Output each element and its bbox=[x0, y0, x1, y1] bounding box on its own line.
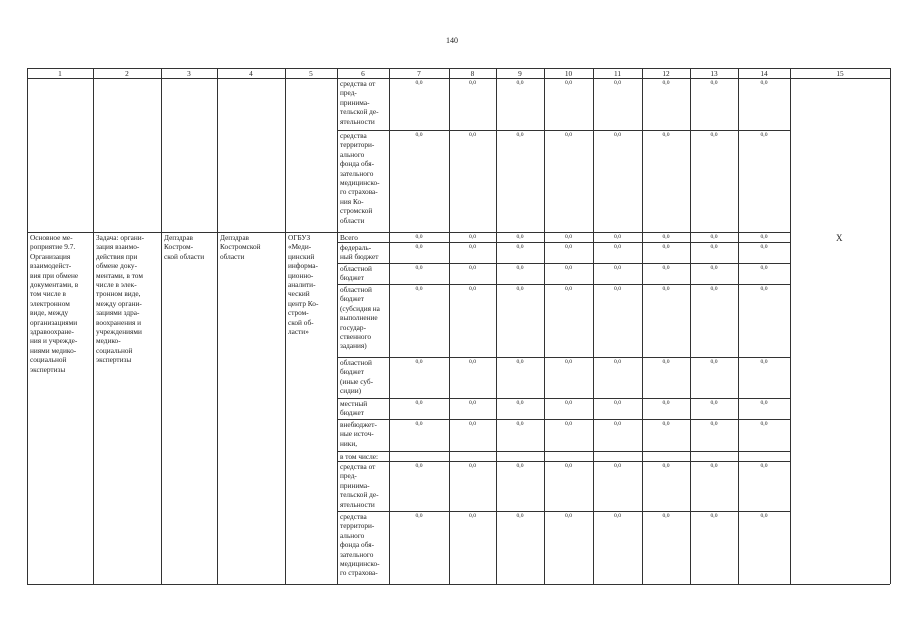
column-divider bbox=[217, 68, 218, 584]
event-task: ментами, в том bbox=[96, 270, 143, 280]
cell-value: 0,0 bbox=[415, 400, 423, 406]
event-name: электронном bbox=[30, 298, 70, 308]
cell-value: 0,0 bbox=[662, 463, 670, 469]
column-divider bbox=[161, 68, 162, 584]
event-responsible: Депздрав bbox=[164, 233, 194, 242]
event-task: между органи- bbox=[96, 298, 142, 308]
source-label: ственного bbox=[340, 332, 371, 341]
cell-value: 0,0 bbox=[565, 234, 572, 240]
column-header: 13 bbox=[710, 68, 718, 78]
source-label: ального bbox=[340, 530, 365, 540]
event-coexecutor: Костромской bbox=[220, 242, 261, 252]
source-label: принима- bbox=[340, 97, 370, 107]
event-name: экспертизы bbox=[30, 364, 66, 374]
source-label: пред- bbox=[340, 88, 357, 98]
column-header: 6 bbox=[361, 68, 365, 78]
cell-value: 0,0 bbox=[516, 244, 524, 250]
event-task: социальной bbox=[96, 345, 133, 355]
column-divider bbox=[890, 68, 891, 584]
source-label: средства от bbox=[340, 462, 376, 471]
cell-value: 0,0 bbox=[614, 286, 621, 292]
source-label: ального bbox=[340, 149, 365, 159]
event-task: зациями здра- bbox=[96, 308, 140, 318]
source-label: областной bbox=[340, 358, 372, 367]
cell-value: 0,0 bbox=[415, 132, 423, 138]
cell-value: 0,0 bbox=[469, 421, 476, 427]
cell-value: 0,0 bbox=[565, 421, 572, 427]
cell-value: 0,0 bbox=[415, 421, 423, 427]
cell-value: 0,0 bbox=[469, 132, 476, 138]
cell-value: 0,0 bbox=[662, 359, 670, 365]
row-divider bbox=[337, 242, 790, 243]
cell-value: 0,0 bbox=[662, 286, 670, 292]
x-mark: Х bbox=[836, 233, 843, 243]
column-header: 1 bbox=[58, 68, 62, 78]
column-header: 12 bbox=[662, 68, 670, 78]
column-header: 2 bbox=[125, 68, 129, 78]
source-label: в том числе: bbox=[340, 452, 379, 461]
cell-value: 0,0 bbox=[415, 513, 423, 519]
row-divider bbox=[337, 130, 790, 131]
event-coexecutor: Депздрав bbox=[220, 233, 250, 242]
source-label: ники, bbox=[340, 438, 358, 448]
source-label: федераль- bbox=[340, 243, 372, 252]
cell-value: 0,0 bbox=[614, 80, 621, 86]
source-label: (субсидия на bbox=[340, 303, 380, 313]
cell-value: 0,0 bbox=[710, 80, 718, 86]
cell-value: 0,0 bbox=[662, 80, 670, 86]
event-responsible: ской области bbox=[164, 251, 205, 261]
event-task: экспертизы bbox=[96, 355, 132, 365]
cell-value: 0,0 bbox=[415, 463, 423, 469]
event-participant: ческий bbox=[288, 289, 310, 299]
event-name: роприятие 9.7. bbox=[30, 242, 76, 252]
cell-value: 0,0 bbox=[662, 400, 670, 406]
source-label: территори- bbox=[340, 521, 375, 531]
event-name: социальной bbox=[30, 355, 67, 365]
event-participant: «Меди- bbox=[288, 242, 312, 252]
source-label: зательного bbox=[340, 168, 374, 178]
event-name: ния и учрежде- bbox=[30, 336, 78, 346]
event-name: том числе в bbox=[30, 289, 67, 299]
cell-value: 0,0 bbox=[516, 513, 524, 519]
cell-value: 0,0 bbox=[415, 80, 423, 86]
cell-value: 0,0 bbox=[469, 265, 476, 271]
event-participant: ласти» bbox=[288, 327, 309, 336]
column-divider bbox=[449, 68, 450, 584]
cell-value: 0,0 bbox=[710, 359, 718, 365]
cell-value: 0,0 bbox=[516, 421, 524, 427]
cell-value: 0,0 bbox=[760, 421, 768, 427]
source-label: внебюджет- bbox=[340, 420, 377, 429]
column-divider bbox=[593, 68, 594, 584]
event-participant: аналити- bbox=[288, 280, 316, 289]
event-name: ниями медико- bbox=[30, 345, 77, 355]
column-header: 3 bbox=[187, 68, 191, 78]
column-header: 8 bbox=[470, 68, 475, 78]
cell-value: 0,0 bbox=[760, 244, 768, 250]
source-label: стромской bbox=[340, 206, 373, 216]
cell-value: 0,0 bbox=[614, 400, 621, 406]
cell-value: 0,0 bbox=[469, 513, 476, 519]
event-name: Основное ме- bbox=[30, 233, 73, 242]
cell-value: 0,0 bbox=[516, 359, 524, 365]
cell-value: 0,0 bbox=[760, 234, 768, 240]
column-divider bbox=[690, 68, 691, 584]
source-label: го страхова- bbox=[340, 187, 378, 197]
cell-value: 0,0 bbox=[516, 463, 524, 469]
source-label: государ- bbox=[340, 322, 367, 332]
cell-value: 0,0 bbox=[710, 286, 718, 292]
event-participant: ционно- bbox=[288, 270, 314, 280]
cell-value: 0,0 bbox=[516, 132, 524, 138]
column-divider bbox=[27, 68, 28, 584]
event-participant: стром- bbox=[288, 308, 309, 318]
cell-value: 0,0 bbox=[565, 244, 572, 250]
cell-value: 0,0 bbox=[565, 286, 572, 292]
cell-value: 0,0 bbox=[710, 513, 718, 519]
source-label: выполнение bbox=[340, 313, 378, 323]
cell-value: 0,0 bbox=[662, 265, 670, 271]
event-name: взаимодейст- bbox=[30, 261, 72, 271]
column-header: 11 bbox=[613, 68, 622, 78]
cell-value: 0,0 bbox=[760, 286, 768, 292]
source-label: бюджет bbox=[340, 408, 364, 418]
column-header: 9 bbox=[518, 68, 522, 78]
cell-value: 0,0 bbox=[469, 463, 476, 469]
event-name: Организация bbox=[30, 251, 71, 261]
event-responsible: Костром- bbox=[164, 242, 194, 252]
cell-value: 0,0 bbox=[760, 132, 768, 138]
event-task: медико- bbox=[96, 336, 121, 346]
event-task: тронном виде, bbox=[96, 289, 141, 299]
row-divider bbox=[337, 357, 790, 358]
cell-value: 0,0 bbox=[710, 463, 718, 469]
source-label: тельской де- bbox=[340, 490, 379, 500]
cell-value: 0,0 bbox=[565, 80, 572, 86]
page-number: 140 bbox=[446, 36, 458, 45]
source-label: тельской де- bbox=[340, 107, 379, 117]
event-name: документами, в bbox=[30, 280, 79, 289]
event-task: числе в элек- bbox=[96, 280, 137, 289]
source-label: местный bbox=[340, 399, 368, 408]
column-header: 10 bbox=[564, 68, 573, 78]
cell-value: 0,0 bbox=[760, 513, 768, 519]
source-label: ятельности bbox=[340, 116, 375, 126]
source-label: бюджет bbox=[340, 367, 364, 377]
cell-value: 0,0 bbox=[710, 244, 718, 250]
event-name: вия при обмене bbox=[30, 270, 79, 280]
source-label: областной bbox=[340, 264, 372, 273]
cell-value: 0,0 bbox=[760, 80, 768, 86]
source-label: задания) bbox=[340, 341, 367, 351]
row-divider bbox=[337, 263, 790, 264]
cell-value: 0,0 bbox=[614, 421, 621, 427]
source-label: Всего bbox=[340, 233, 358, 242]
cell-value: 0,0 bbox=[565, 265, 572, 271]
row-divider bbox=[337, 398, 790, 399]
cell-value: 0,0 bbox=[415, 244, 423, 250]
column-header: 5 bbox=[309, 68, 313, 78]
source-label: средства от bbox=[340, 79, 376, 88]
event-participant: информа- bbox=[288, 261, 318, 271]
cell-value: 0,0 bbox=[710, 132, 718, 138]
cell-value: 0,0 bbox=[469, 359, 476, 365]
cell-value: 0,0 bbox=[614, 234, 621, 240]
source-label: сидии) bbox=[340, 386, 362, 396]
source-label: (иные суб- bbox=[340, 376, 374, 386]
cell-value: 0,0 bbox=[662, 132, 670, 138]
source-label: медицинско- bbox=[340, 178, 380, 187]
cell-value: 0,0 bbox=[415, 286, 423, 292]
column-divider bbox=[642, 68, 643, 584]
source-label: средства bbox=[340, 512, 367, 521]
cell-value: 0,0 bbox=[662, 421, 670, 427]
cell-value: 0,0 bbox=[710, 421, 718, 427]
row-divider bbox=[337, 284, 790, 285]
event-participant: цинский bbox=[288, 251, 315, 261]
column-divider bbox=[790, 68, 791, 584]
event-task: Задача: органи- bbox=[96, 233, 145, 242]
source-label: бюджет bbox=[340, 273, 364, 283]
cell-value: 0,0 bbox=[565, 132, 572, 138]
column-divider bbox=[496, 68, 497, 584]
cell-value: 0,0 bbox=[614, 244, 621, 250]
column-divider bbox=[738, 68, 739, 584]
cell-value: 0,0 bbox=[662, 513, 670, 519]
cell-value: 0,0 bbox=[469, 80, 476, 86]
row-divider bbox=[337, 461, 790, 462]
cell-value: 0,0 bbox=[415, 359, 423, 365]
cell-value: 0,0 bbox=[516, 286, 524, 292]
cell-value: 0,0 bbox=[516, 234, 524, 240]
column-divider bbox=[389, 68, 390, 584]
source-label: ятельности bbox=[340, 499, 375, 509]
cell-value: 0,0 bbox=[469, 234, 476, 240]
column-divider bbox=[93, 68, 94, 584]
row-divider bbox=[337, 511, 790, 512]
cell-value: 0,0 bbox=[565, 359, 572, 365]
event-name: виде, между bbox=[30, 308, 69, 318]
source-label: го страхова- bbox=[340, 568, 378, 578]
event-participant: ской об- bbox=[288, 317, 314, 327]
source-label: пред- bbox=[340, 471, 357, 481]
column-header: 4 bbox=[249, 68, 253, 78]
column-header: 7 bbox=[417, 68, 421, 78]
column-divider bbox=[337, 68, 338, 584]
column-divider bbox=[285, 68, 286, 584]
event-task: воохранения и bbox=[96, 317, 142, 327]
source-label: принима- bbox=[340, 480, 370, 490]
cell-value: 0,0 bbox=[516, 400, 524, 406]
source-label: области bbox=[340, 215, 365, 225]
source-label: бюджет bbox=[340, 294, 364, 304]
event-participant: ОГБУЗ bbox=[288, 233, 311, 242]
cell-value: 0,0 bbox=[710, 400, 718, 406]
cell-value: 0,0 bbox=[469, 400, 476, 406]
cell-value: 0,0 bbox=[710, 234, 718, 240]
cell-value: 0,0 bbox=[760, 265, 768, 271]
source-label: ный бюджет bbox=[340, 252, 379, 262]
cell-value: 0,0 bbox=[614, 463, 621, 469]
cell-value: 0,0 bbox=[710, 265, 718, 271]
cell-value: 0,0 bbox=[415, 234, 423, 240]
event-name: организациями bbox=[30, 317, 78, 327]
cell-value: 0,0 bbox=[516, 265, 524, 271]
row-divider bbox=[337, 419, 790, 420]
cell-value: 0,0 bbox=[662, 234, 670, 240]
source-label: зательного bbox=[340, 549, 374, 559]
column-divider bbox=[544, 68, 545, 584]
event-task: учреждениями bbox=[96, 327, 142, 336]
event-task: действия при bbox=[96, 251, 138, 261]
source-label: областной bbox=[340, 285, 372, 294]
cell-value: 0,0 bbox=[565, 513, 572, 519]
source-label: ные источ- bbox=[340, 429, 374, 439]
event-name: здравоохране- bbox=[30, 327, 74, 336]
cell-value: 0,0 bbox=[614, 359, 621, 365]
cell-value: 0,0 bbox=[469, 286, 476, 292]
cell-value: 0,0 bbox=[415, 265, 423, 271]
column-header: 15 bbox=[836, 68, 844, 78]
event-coexecutor: области bbox=[220, 251, 245, 261]
cell-value: 0,0 bbox=[565, 400, 572, 406]
cell-value: 0,0 bbox=[469, 244, 476, 250]
column-header: 14 bbox=[760, 68, 768, 78]
cell-value: 0,0 bbox=[516, 80, 524, 86]
row-divider bbox=[337, 451, 790, 452]
cell-value: 0,0 bbox=[614, 132, 621, 138]
event-task: обмене доку- bbox=[96, 261, 137, 271]
source-label: фонда обя- bbox=[340, 540, 375, 550]
source-label: территори- bbox=[340, 140, 375, 150]
source-label: средства bbox=[340, 131, 367, 140]
event-participant: центр Ко- bbox=[288, 298, 319, 308]
cell-value: 0,0 bbox=[760, 400, 768, 406]
cell-value: 0,0 bbox=[614, 513, 621, 519]
event-task: зация взаимо- bbox=[96, 242, 140, 252]
cell-value: 0,0 bbox=[565, 463, 572, 469]
cell-value: 0,0 bbox=[760, 463, 768, 469]
cell-value: 0,0 bbox=[662, 244, 670, 250]
table-bottom-border bbox=[27, 584, 890, 585]
cell-value: 0,0 bbox=[760, 359, 768, 365]
header-bottom-border bbox=[27, 78, 890, 79]
source-label: ния Ко- bbox=[340, 196, 364, 206]
source-label: фонда обя- bbox=[340, 159, 375, 169]
cell-value: 0,0 bbox=[614, 265, 621, 271]
source-label: медицинско- bbox=[340, 559, 380, 568]
